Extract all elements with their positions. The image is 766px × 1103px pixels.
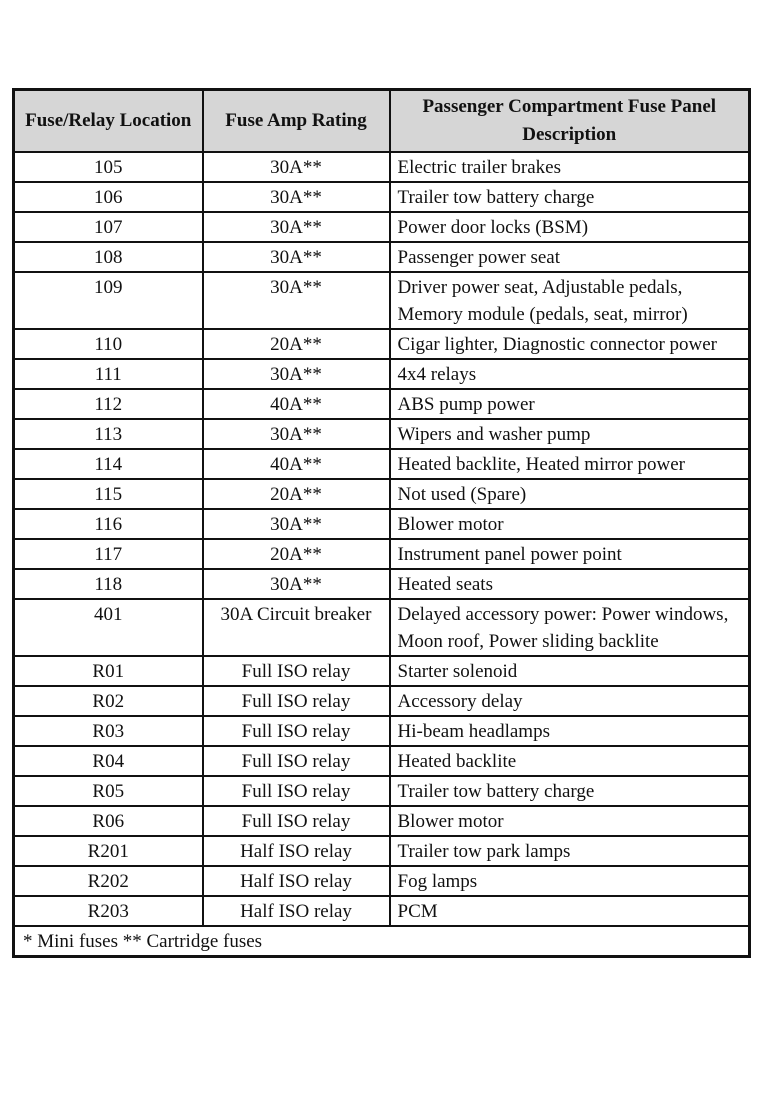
- table-row: [14, 509, 750, 539]
- header-location: Fuse/Relay Location: [14, 90, 203, 153]
- cell-location: 115: [14, 479, 203, 509]
- cell-rating: Full ISO relay: [203, 716, 390, 746]
- cell-rating: 30A**: [203, 509, 390, 539]
- header-rating: Fuse Amp Rating: [203, 90, 390, 153]
- table-row: [14, 479, 750, 509]
- cell-rating: 20A**: [203, 329, 390, 359]
- cell-location: 401: [14, 599, 203, 656]
- cell-location: 118: [14, 569, 203, 599]
- table-row: [14, 806, 750, 836]
- table-row: [14, 242, 750, 272]
- cell-description: Blower motor: [390, 806, 750, 836]
- table-row: [14, 272, 750, 329]
- cell-rating: Full ISO relay: [203, 656, 390, 686]
- cell-location: R01: [14, 656, 203, 686]
- cell-rating: 30A**: [203, 182, 390, 212]
- table-row: [14, 836, 750, 866]
- cell-description: Trailer tow battery charge: [390, 182, 750, 212]
- cell-rating: Full ISO relay: [203, 746, 390, 776]
- cell-description: Power door locks (BSM): [390, 212, 750, 242]
- cell-rating: 30A**: [203, 272, 390, 329]
- cell-description: 4x4 relays: [390, 359, 750, 389]
- cell-description: Passenger power seat: [390, 242, 750, 272]
- table-row: [14, 599, 750, 656]
- cell-location: 111: [14, 359, 203, 389]
- table-row: [14, 182, 750, 212]
- footnote-row: [14, 926, 750, 957]
- cell-location: 116: [14, 509, 203, 539]
- cell-description: Hi-beam headlamps: [390, 716, 750, 746]
- cell-description: Not used (Spare): [390, 479, 750, 509]
- table-row: [14, 866, 750, 896]
- table-row: [14, 359, 750, 389]
- cell-location: R04: [14, 746, 203, 776]
- cell-location: R05: [14, 776, 203, 806]
- header-row: [14, 90, 750, 153]
- table-row: [14, 389, 750, 419]
- cell-rating: 20A**: [203, 539, 390, 569]
- table-row: [14, 716, 750, 746]
- cell-description: Heated seats: [390, 569, 750, 599]
- table-row: [14, 419, 750, 449]
- cell-rating: 30A**: [203, 212, 390, 242]
- cell-rating: 30A**: [203, 419, 390, 449]
- cell-description: Starter solenoid: [390, 656, 750, 686]
- cell-description: Trailer tow park lamps: [390, 836, 750, 866]
- table-row: [14, 212, 750, 242]
- cell-location: R06: [14, 806, 203, 836]
- header-description: Passenger Compartment Fuse Panel Description: [390, 90, 750, 153]
- table-row: [14, 776, 750, 806]
- cell-rating: 30A**: [203, 152, 390, 182]
- cell-rating: 30A**: [203, 242, 390, 272]
- cell-rating: Half ISO relay: [203, 836, 390, 866]
- cell-description: Accessory delay: [390, 686, 750, 716]
- cell-description: Wipers and washer pump: [390, 419, 750, 449]
- cell-location: 106: [14, 182, 203, 212]
- table-row: [14, 329, 750, 359]
- cell-rating: 30A**: [203, 569, 390, 599]
- cell-description: Trailer tow battery charge: [390, 776, 750, 806]
- cell-location: 108: [14, 242, 203, 272]
- cell-description: Heated backlite: [390, 746, 750, 776]
- cell-description: Blower motor: [390, 509, 750, 539]
- cell-description: Electric trailer brakes: [390, 152, 750, 182]
- table-row: [14, 746, 750, 776]
- cell-location: R02: [14, 686, 203, 716]
- fuse-panel-table: [12, 88, 751, 958]
- cell-rating: 40A**: [203, 449, 390, 479]
- table-row: [14, 539, 750, 569]
- cell-rating: Full ISO relay: [203, 776, 390, 806]
- cell-location: 109: [14, 272, 203, 329]
- table-row: [14, 686, 750, 716]
- footnote: * Mini fuses ** Cartridge fuses: [14, 926, 750, 957]
- table-row: [14, 449, 750, 479]
- cell-rating: Full ISO relay: [203, 686, 390, 716]
- cell-location: R03: [14, 716, 203, 746]
- cell-location: R202: [14, 866, 203, 896]
- cell-description: Delayed accessory power: Power windows, Moon roof, Power sliding backlite: [390, 599, 750, 656]
- cell-rating: 30A Circuit breaker: [203, 599, 390, 656]
- cell-description: Cigar lighter, Diagnostic connector power: [390, 329, 750, 359]
- cell-location: R203: [14, 896, 203, 926]
- cell-description: Heated backlite, Heated mirror power: [390, 449, 750, 479]
- cell-rating: 40A**: [203, 389, 390, 419]
- cell-description: Fog lamps: [390, 866, 750, 896]
- cell-rating: Half ISO relay: [203, 896, 390, 926]
- cell-description: PCM: [390, 896, 750, 926]
- cell-location: 105: [14, 152, 203, 182]
- cell-location: 112: [14, 389, 203, 419]
- cell-description: ABS pump power: [390, 389, 750, 419]
- table-row: [14, 152, 750, 182]
- cell-location: 117: [14, 539, 203, 569]
- cell-rating: Half ISO relay: [203, 866, 390, 896]
- cell-location: R201: [14, 836, 203, 866]
- cell-rating: 30A**: [203, 359, 390, 389]
- table-row: [14, 569, 750, 599]
- cell-location: 110: [14, 329, 203, 359]
- table-row: [14, 896, 750, 926]
- cell-location: 114: [14, 449, 203, 479]
- cell-description: Instrument panel power point: [390, 539, 750, 569]
- cell-location: 113: [14, 419, 203, 449]
- cell-rating: Full ISO relay: [203, 806, 390, 836]
- cell-description: Driver power seat, Adjustable pedals, Memory module (pedals, seat, mirror): [390, 272, 750, 329]
- cell-rating: 20A**: [203, 479, 390, 509]
- table-row: [14, 656, 750, 686]
- cell-location: 107: [14, 212, 203, 242]
